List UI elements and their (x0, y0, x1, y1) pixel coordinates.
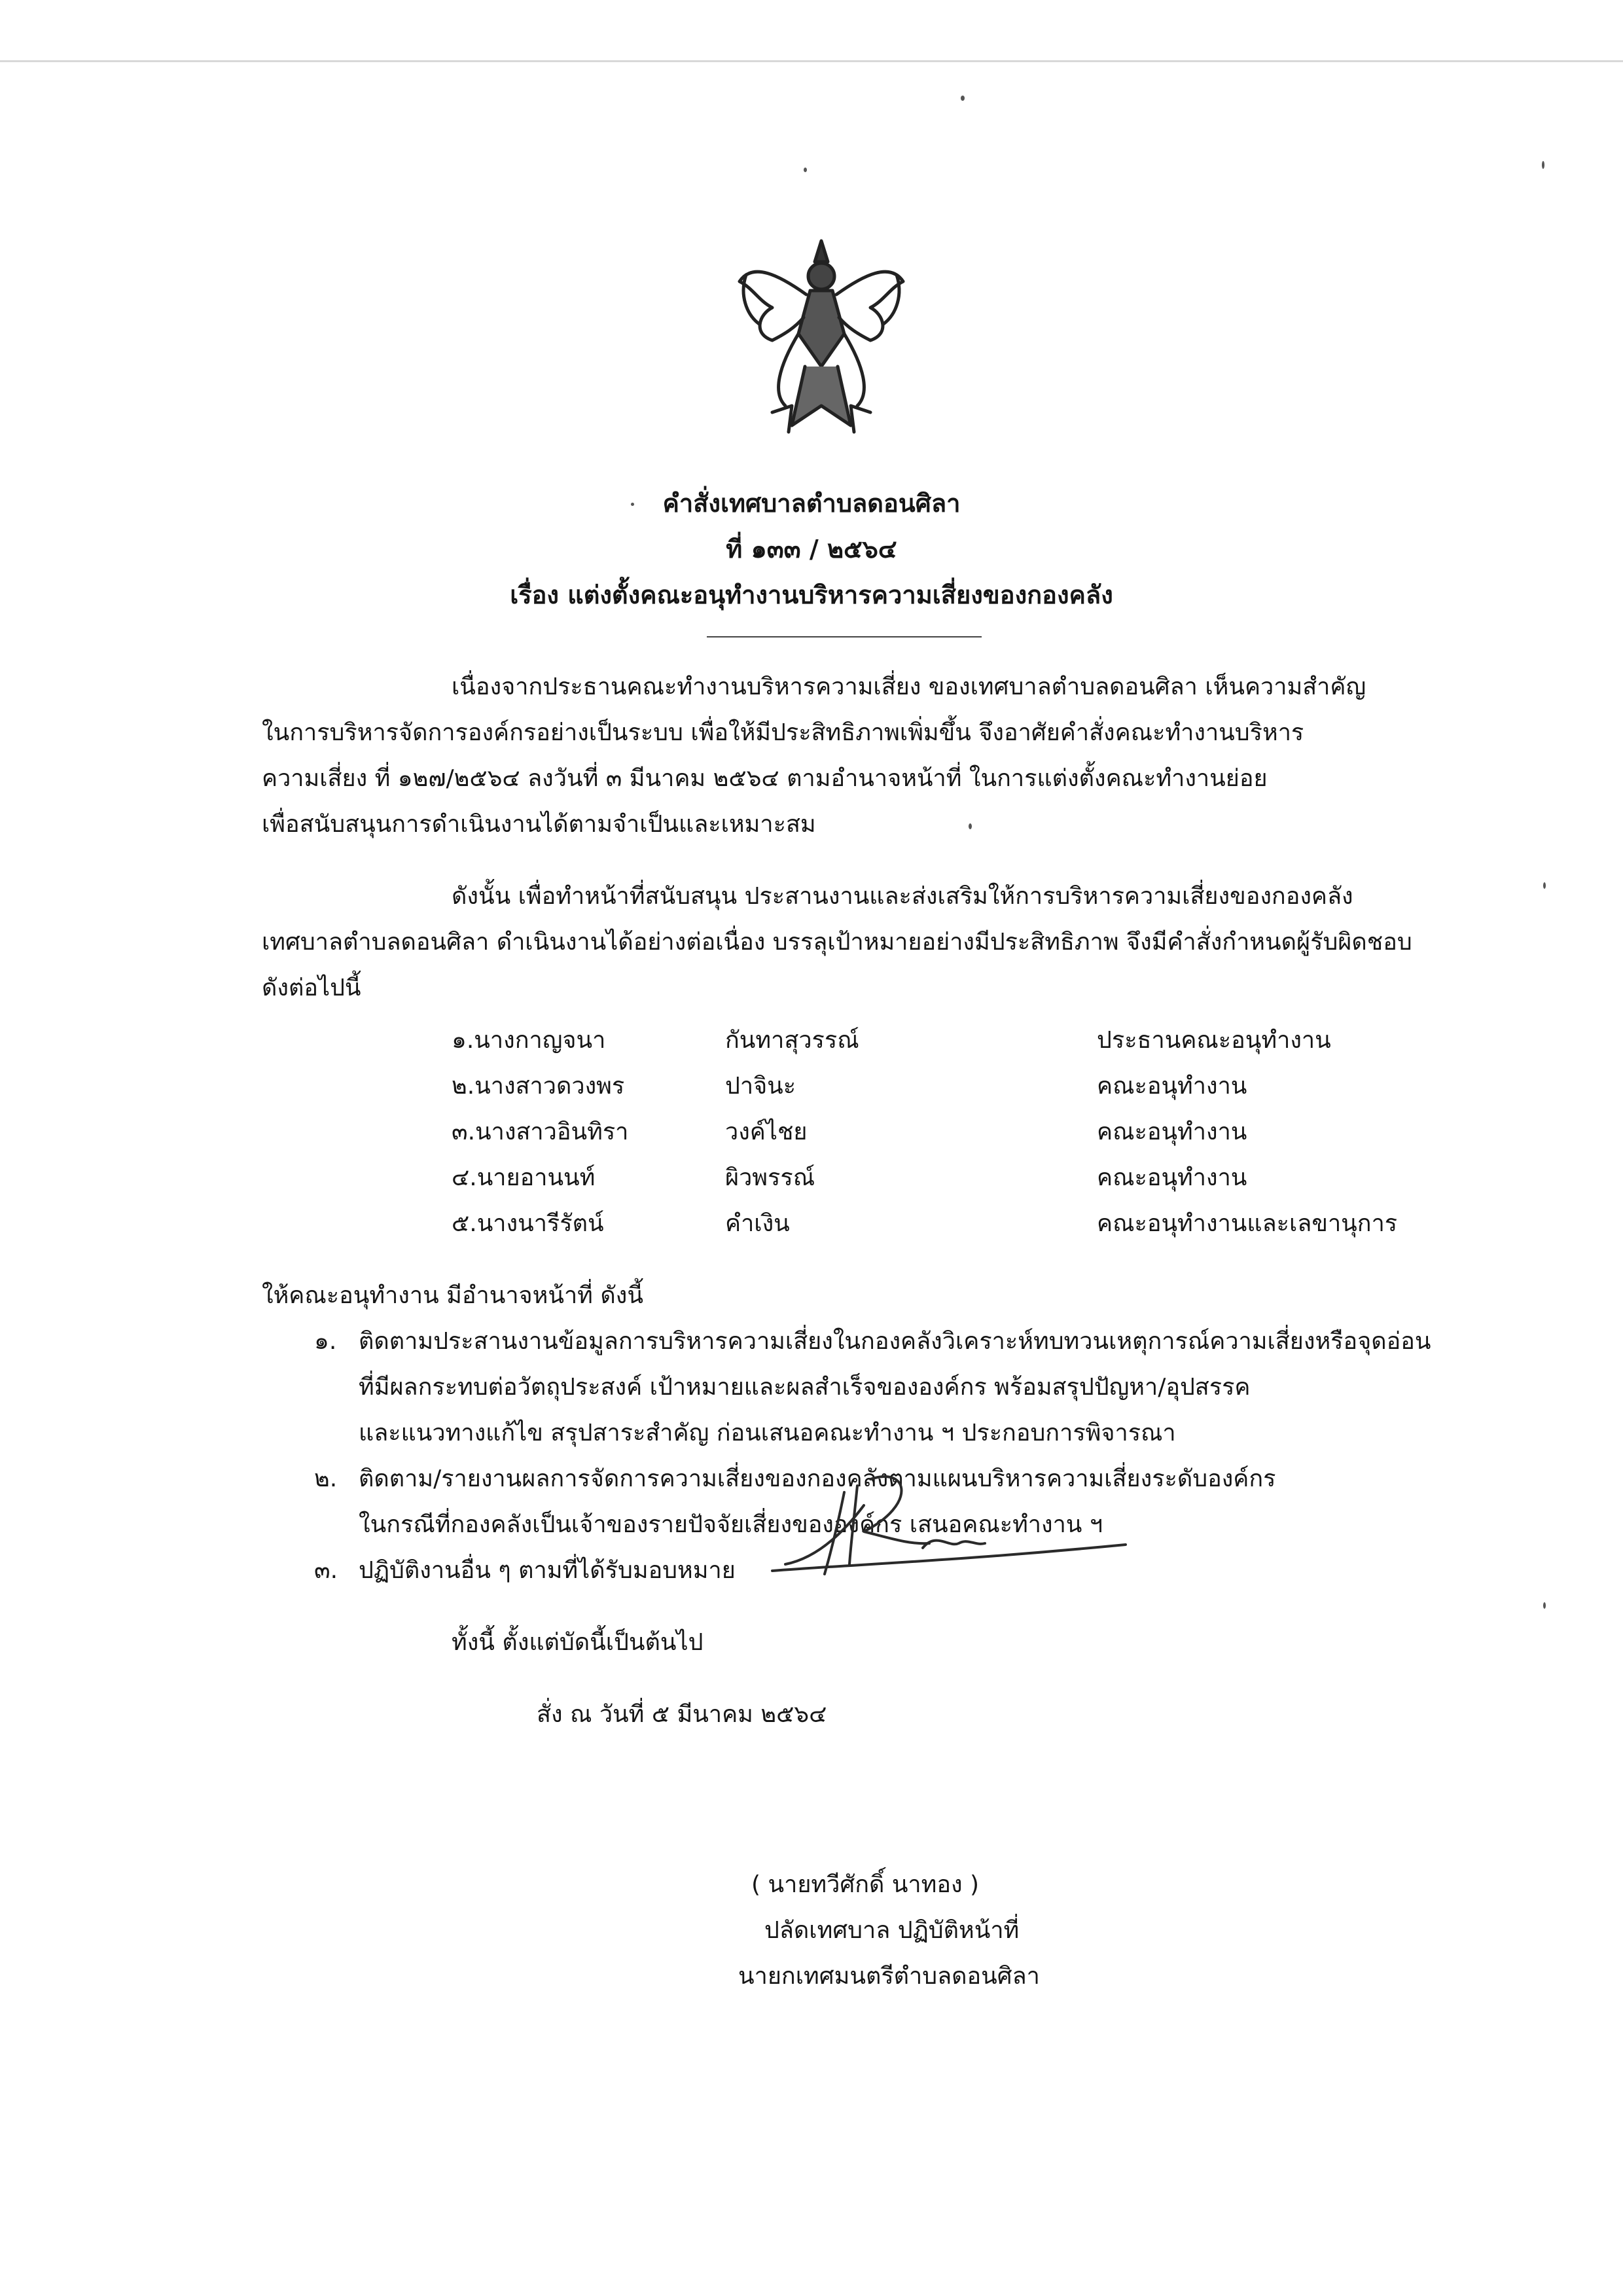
duty-line: ปฏิบัติงานอื่น ๆ ตามที่ได้รับมอบหมาย (359, 1557, 736, 1584)
duty-line: ติดตามประสานงานข้อมูลการบริหารความเสี่ยงในกองคลังวิเคราะห์ทบทวนเหตุการณ์ความเสี่ยงหรือจุดอ่อน (359, 1328, 1431, 1355)
member-role: คณะอนุทำงาน (1097, 1164, 1247, 1191)
order-number: ที่ ๑๓๓ / ๒๕๖๔ (726, 535, 897, 564)
member-last-name: วงค์ไชย (725, 1119, 808, 1145)
duty-number: ๒. (314, 1465, 338, 1492)
garuda-emblem-icon (733, 236, 910, 439)
scan-speck (961, 96, 965, 101)
duty-number: ๑. (314, 1328, 337, 1355)
paragraph2-line: ดังต่อไปนี้ (262, 975, 361, 1001)
member-first-name: ๒.นางสาวดวงพร (452, 1073, 625, 1100)
member-first-name: ๕.นางนารีรัตน์ (452, 1210, 604, 1237)
paragraph1-line: ความเสี่ยง ที่ ๑๒๗/๒๕๖๔ ลงวันที่ ๓ มีนาคม ๒๕๖๔ ตามอำนาจหน้าที่ ในการแต่งตั้งคณะทำงานย่อย (262, 765, 1268, 792)
duty-line: และแนวทางแก้ไข สรุปสาระสำคัญ ก่อนเสนอคณะทำงาน ฯ ประกอบการพิจารณา (359, 1420, 1176, 1446)
signatory-position: นายกเทศมนตรีตำบลดอนศิลา (738, 1963, 1040, 1990)
duties-intro: ให้คณะอนุทำงาน มีอำนาจหน้าที่ ดังนี้ (262, 1282, 643, 1309)
scan-artifact-line (0, 60, 1623, 62)
order-title: คำสั่งเทศบาลตำบลดอนศิลา (662, 489, 961, 518)
duty-line: ที่มีผลกระทบต่อวัตถุประสงค์ เป้าหมายและผลสำเร็จขององค์กร พร้อมสรุปปัญหา/อุปสรรค (359, 1374, 1251, 1401)
scan-speck (804, 168, 807, 172)
header-divider (707, 636, 982, 637)
paragraph1-line: เพื่อสนับสนุนการดำเนินงานได้ตามจำเป็นและเหมาะสม (262, 811, 816, 838)
paragraph2-line: ดังนั้น เพื่อทำหน้าที่สนับสนุน ประสานงานและส่งเสริมให้การบริหารความเสี่ยงของกองคลัง (452, 883, 1353, 910)
member-role: คณะอนุทำงาน (1097, 1073, 1247, 1100)
member-role: คณะอนุทำงานและเลขานุการ (1097, 1210, 1398, 1237)
member-last-name: กันทาสุวรรณ์ (725, 1027, 859, 1054)
scan-speck (1542, 161, 1544, 169)
effective-statement: ทั้งนี้ ตั้งแต่บัดนี้เป็นต้นไป (452, 1629, 704, 1656)
order-date: สั่ง ณ วันที่ ๕ มีนาคม ๒๕๖๔ (537, 1701, 827, 1728)
scan-speck (1543, 1602, 1546, 1609)
member-last-name: ปาจินะ (725, 1073, 796, 1100)
duty-line: ในกรณีที่กองคลังเป็นเจ้าของรายปัจจัยเสี่ยงขององค์กร เสนอคณะทำงาน ฯ (359, 1511, 1103, 1538)
signatory-position: ปลัดเทศบาล ปฏิบัติหน้าที่ (764, 1917, 1020, 1944)
paragraph2-line: เทศบาลตำบลดอนศิลา ดำเนินงานได้อย่างต่อเนื่อง บรรลุเป้าหมายอย่างมีประสิทธิภาพ จึงมีคำสั่งกำหนดผู้รับผิดชอบ (262, 929, 1412, 956)
signature-icon (759, 1466, 1139, 1597)
member-last-name: ผิวพรรณ์ (725, 1164, 815, 1191)
member-first-name: ๔.นายอานนท์ (452, 1164, 596, 1191)
paragraph1-line: ในการบริหารจัดการองค์กรอย่างเป็นระบบ เพื่อให้มีประสิทธิภาพเพิ่มขึ้น จึงอาศัยคำสั่งคณะทำงานบริหาร (262, 719, 1304, 746)
duty-line: ติดตาม/รายงานผลการจัดการความเสี่ยงของกองคลังตามแผนบริหารความเสี่ยงระดับองค์กร (359, 1465, 1276, 1492)
scan-speck (969, 823, 972, 829)
member-role: คณะอนุทำงาน (1097, 1119, 1247, 1145)
order-subject: เรื่อง แต่งตั้งคณะอนุทำงานบริหารความเสี่ยงของกองคลัง (510, 581, 1113, 609)
member-last-name: คำเงิน (725, 1210, 790, 1237)
member-role: ประธานคณะอนุทำงาน (1097, 1027, 1331, 1054)
scan-speck (1543, 882, 1546, 889)
member-first-name: ๓.นางสาวอินทิรา (452, 1119, 629, 1145)
signatory-name: ( นายทวีศักดิ์ นาทอง ) (751, 1871, 980, 1898)
member-first-name: ๑.นางกาญจนา (452, 1027, 606, 1054)
duty-number: ๓. (314, 1557, 338, 1584)
paragraph1-line: เนื่องจากประธานคณะทำงานบริหารความเสี่ยง ของเทศบาลตำบลดอนศิลา เห็นความสำคัญ (452, 673, 1366, 700)
